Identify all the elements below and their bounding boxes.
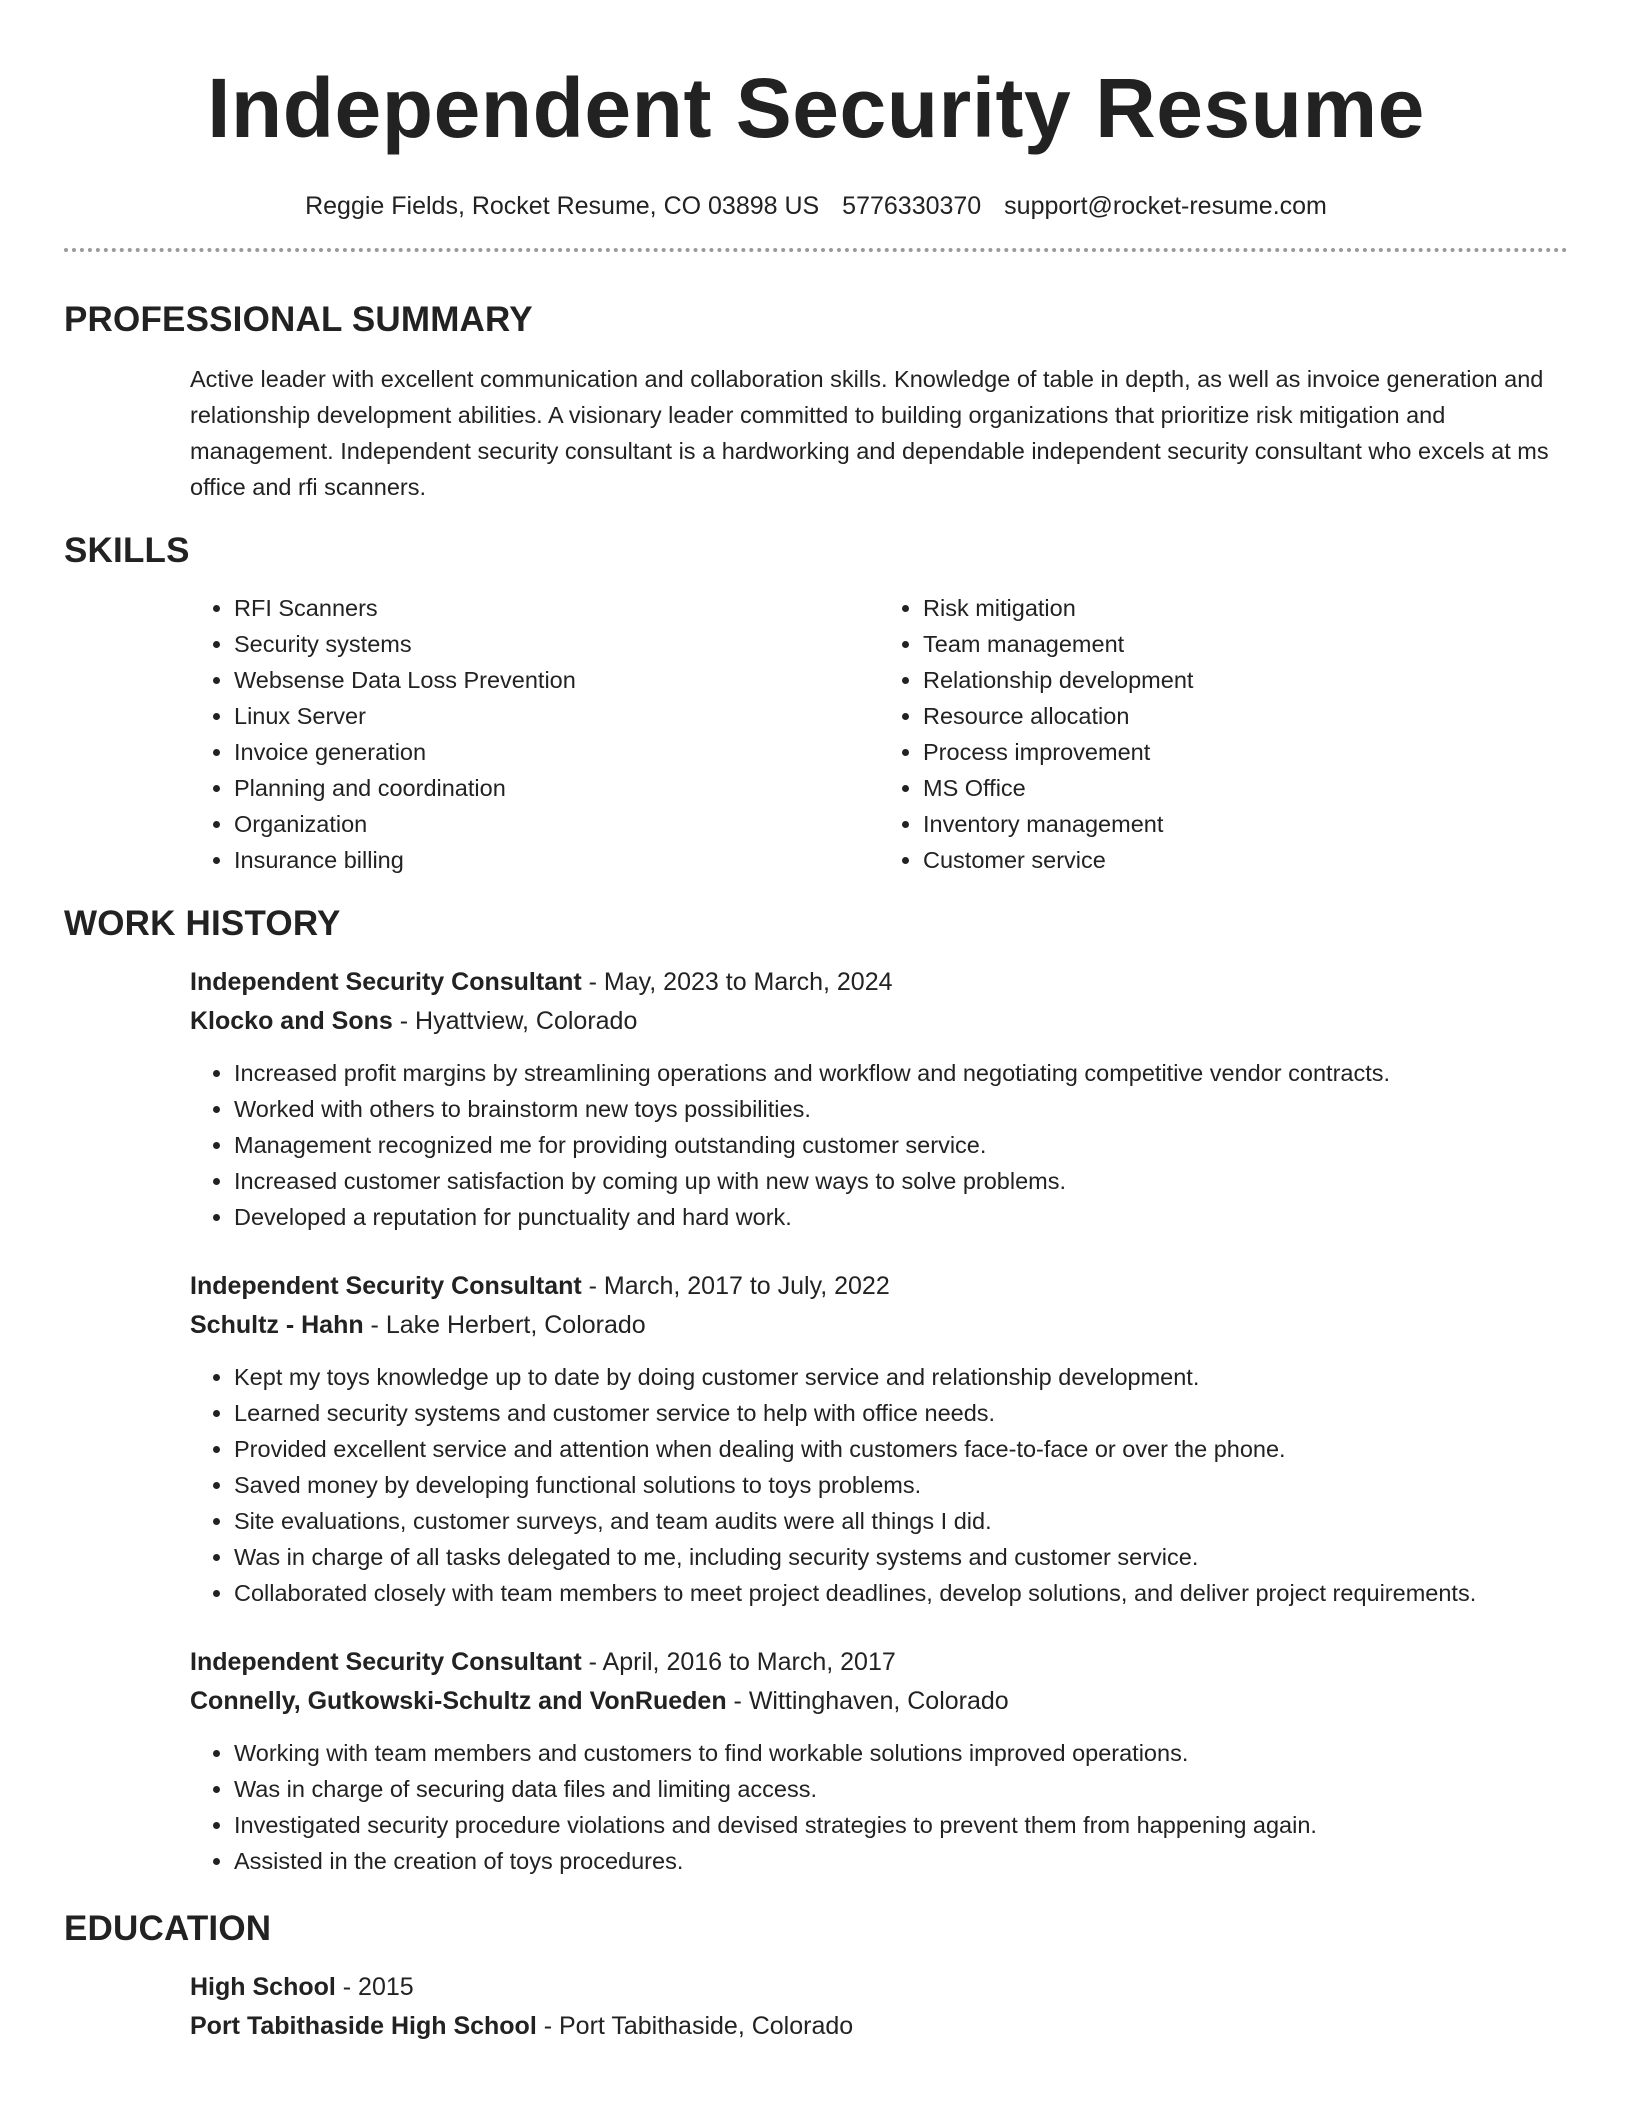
contact-line [64, 190, 1568, 222]
job-company: Connelly, Gutkowski-Schultz and VonRueden [190, 1687, 727, 1715]
education-body [190, 1968, 1568, 2046]
job-company: Klocko and Sons [190, 1007, 393, 1035]
job-title-line [190, 1643, 1568, 1682]
job-title-line [190, 1267, 1568, 1306]
job-entry [190, 1643, 1568, 1879]
education-degree-line [190, 1968, 1568, 2007]
list-item: • Saved money by developing functional solutions to toys problems. [234, 1467, 1568, 1503]
job-title-line [190, 963, 1568, 1002]
list-item: • Was in charge of securing data files and limiting access. [234, 1771, 1568, 1807]
summary-heading: PROFESSIONAL SUMMARY [64, 300, 533, 339]
work-body [190, 963, 1568, 1879]
job-dates: - April, 2016 to March, 2017 [581, 1648, 896, 1676]
summary-body [190, 361, 1568, 505]
list-item: • Risk mitigation [923, 590, 1568, 626]
job-location: - Lake Herbert, Colorado [363, 1311, 646, 1339]
list-item: • Developed a reputation for punctuality and hard work. [234, 1199, 1568, 1235]
list-item: • Site evaluations, customer surveys, and team audits were all things I did. [234, 1503, 1568, 1539]
list-item: • Team management [923, 626, 1568, 662]
work-heading: WORK HISTORY [64, 904, 341, 943]
list-item: • Increased profit margins by streamlining operations and workflow and negotiating competitive vendor contracts. [234, 1055, 1568, 1091]
education-school: Port Tabithaside High School [190, 2012, 537, 2040]
list-item: • Invoice generation [234, 734, 879, 770]
skills-list-right [879, 590, 1568, 878]
job-title: Independent Security Consultant [190, 1648, 582, 1676]
list-item: • Relationship development [923, 662, 1568, 698]
education-heading: EDUCATION [64, 1909, 272, 1948]
list-item: • Inventory management [923, 806, 1568, 842]
list-item: • Collaborated closely with team members to meet project deadlines, develop solutions, and deliver project requirements. [234, 1575, 1568, 1611]
education-section [64, 1907, 1568, 2046]
job-company-line [190, 1682, 1568, 1721]
list-item: • Websense Data Loss Prevention [234, 662, 879, 698]
list-item: • Process improvement [923, 734, 1568, 770]
job-title: Independent Security Consultant [190, 1272, 582, 1300]
summary-section [64, 298, 1568, 505]
job-entry [190, 963, 1568, 1235]
contact-email[interactable]: support@rocket-resume.com [1004, 192, 1327, 220]
job-company-line [190, 1002, 1568, 1041]
skills-list-left [190, 590, 879, 878]
list-item: • Organization [234, 806, 879, 842]
list-item: • Insurance billing [234, 842, 879, 878]
skills-heading: SKILLS [64, 531, 190, 570]
list-item: • Assisted in the creation of toys procedures. [234, 1843, 1568, 1879]
list-item: • MS Office [923, 770, 1568, 806]
list-item: • Worked with others to brainstorm new toys possibilities. [234, 1091, 1568, 1127]
job-bullets [190, 1359, 1568, 1611]
education-location: - Port Tabithaside, Colorado [536, 2012, 854, 2040]
list-item: • Increased customer satisfaction by coming up with new ways to solve problems. [234, 1163, 1568, 1199]
job-title: Independent Security Consultant [190, 968, 582, 996]
header-divider [64, 248, 1568, 252]
skills-section [64, 529, 1568, 878]
list-item: • Customer service [923, 842, 1568, 878]
job-bullets [190, 1055, 1568, 1235]
job-company-line [190, 1306, 1568, 1345]
job-location: - Hyattview, Colorado [392, 1007, 638, 1035]
list-item: • Linux Server [234, 698, 879, 734]
job-entry [190, 1267, 1568, 1611]
work-section [64, 902, 1568, 1879]
list-item: • Resource allocation [923, 698, 1568, 734]
summary-text: Active leader with excellent communication and collaboration skills. Knowledge of table in depth, as well as invoice generation and relationship development abilities. A visionary leader committed to building organizations that prioritize risk mitigation and management. Independent security consultant is a hardworking and dependable independent security consultant who excels at ms office and rfi scanners. [190, 366, 1549, 500]
contact-phone: 5776330370 [842, 192, 982, 220]
contact-address: Reggie Fields, Rocket Resume, CO 03898 US [305, 192, 820, 220]
list-item: • Learned security systems and customer service to help with office needs. [234, 1395, 1568, 1431]
list-item: • Provided excellent service and attention when dealing with customers face-to-face or over the phone. [234, 1431, 1568, 1467]
job-location: - Wittinghaven, Colorado [726, 1687, 1009, 1715]
education-year: - 2015 [335, 1973, 414, 2001]
resume-title: Independent Security Resume [207, 61, 1425, 155]
job-bullets [190, 1735, 1568, 1879]
list-item: • Was in charge of all tasks delegated to me, including security systems and customer service. [234, 1539, 1568, 1575]
list-item: • Security systems [234, 626, 879, 662]
job-dates: - March, 2017 to July, 2022 [581, 1272, 890, 1300]
education-degree: High School [190, 1973, 336, 2001]
education-school-line [190, 2007, 1568, 2046]
list-item: • Planning and coordination [234, 770, 879, 806]
skills-body [190, 590, 1568, 878]
list-item: • Management recognized me for providing outstanding customer service. [234, 1127, 1568, 1163]
job-company: Schultz - Hahn [190, 1311, 364, 1339]
job-dates: - May, 2023 to March, 2024 [581, 968, 893, 996]
list-item: • Investigated security procedure violations and devised strategies to prevent them from happening again. [234, 1807, 1568, 1843]
list-item: • RFI Scanners [234, 590, 879, 626]
list-item: • Working with team members and customers to find workable solutions improved operations. [234, 1735, 1568, 1771]
list-item: • Kept my toys knowledge up to date by doing customer service and relationship development. [234, 1359, 1568, 1395]
